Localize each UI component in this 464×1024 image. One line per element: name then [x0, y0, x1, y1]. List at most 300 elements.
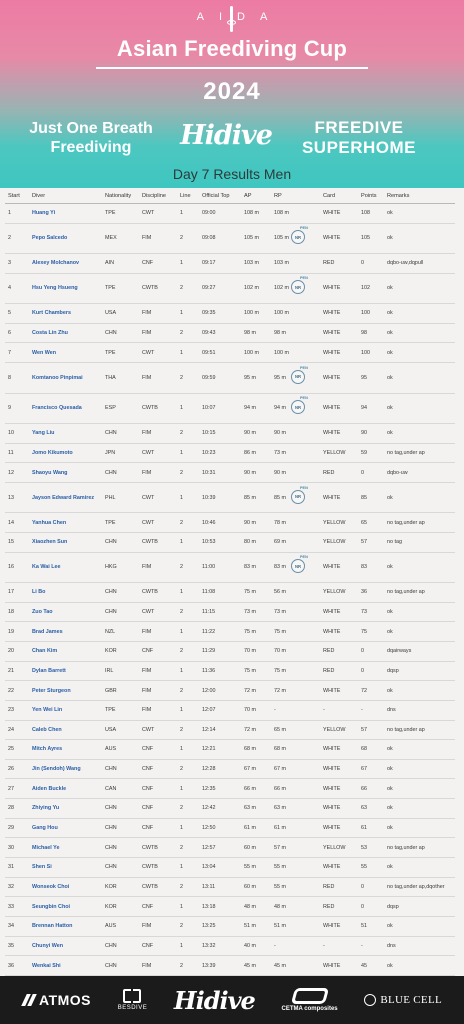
cell-diver [32, 235, 105, 241]
cell-points-text: 68 [361, 746, 367, 753]
cell-diver-text: Kurt Chambers [32, 310, 71, 317]
table-row [5, 444, 455, 464]
cell-line-text: 2 [180, 844, 183, 851]
cell-nationality [105, 766, 142, 772]
table-row [5, 642, 455, 662]
cell-points [361, 746, 387, 752]
cell-ap-text: 73 m [244, 608, 256, 615]
cell-remarks-text: dqbo-uw [387, 469, 408, 476]
cell-official-top-text: 09:27 [202, 285, 216, 292]
cell-rp-text: 61 m [274, 825, 286, 832]
cell-diver [32, 564, 105, 570]
cell-diver [32, 310, 105, 316]
cell-card-text: YELLOW [323, 726, 346, 733]
cell-ap [244, 805, 274, 811]
cell-card [323, 904, 361, 910]
cell-discipline-text: CNF [142, 825, 154, 832]
cell-diver-text: Brad James [32, 628, 63, 635]
cell-line [180, 450, 202, 456]
cell-ap [244, 609, 274, 615]
pen-label: PEN [300, 226, 308, 231]
cell-start [5, 375, 32, 381]
cell-remarks-text: ok [387, 608, 393, 615]
cell-remarks-text: no tag,under ap,dqother [387, 883, 445, 890]
cell-official-top-text: 09:17 [202, 260, 216, 267]
cell-remarks-text: dqsp [387, 903, 399, 910]
cell-rp-text: 56 m [274, 589, 286, 596]
cell-rp-text: 75 m [274, 667, 286, 674]
cell-nationality-text: CHN [105, 330, 117, 337]
cell-ap-text: 70 m [244, 648, 256, 655]
cell-points [361, 825, 387, 831]
cell-nationality [105, 450, 142, 456]
cell-ap [244, 668, 274, 674]
cell-points-text: 94 [361, 405, 367, 412]
cell-remarks-text: ok [387, 374, 393, 381]
cell-remarks [387, 430, 455, 436]
cell-diver [32, 766, 105, 772]
cell-diver-text: Shen Si [32, 864, 52, 871]
cell-nationality-text: TPE [105, 349, 116, 356]
cell-remarks [387, 766, 455, 772]
cell-start-text: 17 [8, 589, 14, 596]
cell-rp [274, 539, 323, 545]
cell-points-text: 73 [361, 608, 367, 615]
cell-rp-text: 72 m [274, 687, 286, 694]
cell-card [323, 470, 361, 476]
cell-nationality-text: HKG [105, 564, 117, 571]
cell-nationality [105, 727, 142, 733]
sponsor-left-line1: Just One Breath [29, 120, 153, 137]
cell-nationality-text: CHN [105, 589, 117, 596]
cell-points-text: 57 [361, 539, 367, 546]
table-row [5, 363, 455, 393]
cell-card-text: WHITE [323, 628, 341, 635]
cell-ap-text: 80 m [244, 539, 256, 546]
cell-remarks [387, 405, 455, 411]
cell-start-text: 26 [8, 766, 14, 773]
cell-ap [244, 564, 274, 570]
cell-card [323, 746, 361, 752]
table-row [5, 204, 455, 224]
cell-ap [244, 746, 274, 752]
table-row [5, 603, 455, 623]
cell-rp-text: 66 m [274, 785, 286, 792]
cell-official-top-text: 11:29 [202, 648, 216, 655]
cell-card [323, 310, 361, 316]
cell-line [180, 350, 202, 356]
cell-diver [32, 688, 105, 694]
cell-diver-text: Wonseok Choi [32, 883, 70, 890]
table-row [5, 897, 455, 917]
cell-nationality [105, 805, 142, 811]
hidive-logo: Hidive [173, 985, 255, 1015]
cell-official-top [202, 707, 244, 713]
cetma-text: CETMA composites [281, 1006, 338, 1012]
cell-points-text: 51 [361, 923, 367, 930]
cell-nationality [105, 825, 142, 831]
besdive-text: BESDIVE [117, 1005, 148, 1011]
cell-discipline [142, 629, 180, 635]
besdive-mark-icon [123, 989, 141, 1003]
cell-line-text: 1 [180, 785, 183, 792]
cell-points [361, 707, 387, 713]
cell-start [5, 539, 32, 545]
cell-rp [274, 365, 323, 381]
cell-discipline-text: FIM [142, 310, 152, 317]
cell-rp-text: 90 m [274, 469, 286, 476]
cell-start-text: 24 [8, 726, 14, 733]
cell-line-text: 2 [180, 235, 183, 242]
cell-remarks [387, 310, 455, 316]
cell-rp [274, 668, 323, 674]
cell-line [180, 668, 202, 674]
cell-discipline [142, 430, 180, 436]
cell-remarks-text: ok [387, 405, 393, 412]
cell-nationality-text: CHN [105, 539, 117, 546]
cell-points-text: 100 [361, 310, 370, 317]
cell-card [323, 350, 361, 356]
footer-sponsors [0, 976, 464, 1024]
cell-official-top [202, 609, 244, 615]
cell-card-text: WHITE [323, 766, 341, 773]
cell-card [323, 285, 361, 291]
cell-card-text: WHITE [323, 210, 341, 217]
cell-start [5, 210, 32, 216]
cell-line [180, 520, 202, 526]
table-row [5, 343, 455, 363]
cell-official-top-text: 12:35 [202, 785, 216, 792]
cell-ap [244, 350, 274, 356]
cell-nationality [105, 564, 142, 570]
cell-official-top [202, 904, 244, 910]
cell-ap-text: 100 m [244, 310, 259, 317]
table-row [5, 779, 455, 799]
cell-official-top [202, 589, 244, 595]
table-row [5, 819, 455, 839]
cell-ap-text: 72 m [244, 687, 256, 694]
cell-line [180, 375, 202, 381]
cell-nationality [105, 923, 142, 929]
cell-official-top [202, 786, 244, 792]
cell-official-top [202, 450, 244, 456]
cell-line-text: 1 [180, 494, 183, 501]
cell-diver-text: Peter Sturgeon [32, 687, 71, 694]
cell-remarks-text: no tag,under ap [387, 589, 425, 596]
cell-remarks-text: no tag,under ap [387, 844, 425, 851]
cell-remarks [387, 786, 455, 792]
cell-start-text: 27 [8, 785, 14, 792]
cell-start [5, 235, 32, 241]
cell-line-text: 1 [180, 825, 183, 832]
cell-ap [244, 589, 274, 595]
cell-rp [274, 943, 323, 949]
cell-ap-text: 60 m [244, 844, 256, 851]
cell-start-text: 23 [8, 707, 14, 714]
cell-start [5, 766, 32, 772]
cell-card-text: WHITE [323, 825, 341, 832]
cell-line-text: 1 [180, 260, 183, 267]
cell-discipline-text: CWTB [142, 864, 158, 871]
cell-diver [32, 430, 105, 436]
cell-rp-text: - [274, 942, 276, 949]
cell-line [180, 470, 202, 476]
cell-ap-text: 95 m [244, 374, 256, 381]
cell-nationality-text: TPE [105, 285, 116, 292]
header-ap: AP [244, 192, 252, 199]
cell-start-text: 8 [8, 374, 11, 381]
cell-diver [32, 589, 105, 595]
cell-line [180, 845, 202, 851]
cell-nationality [105, 668, 142, 674]
cell-discipline [142, 923, 180, 929]
cell-start-text: 34 [8, 923, 14, 930]
cell-discipline [142, 668, 180, 674]
cell-start-text: 19 [8, 628, 14, 635]
cell-points-text: 102 [361, 285, 370, 292]
cell-line-text: 1 [180, 405, 183, 412]
cell-nationality [105, 688, 142, 694]
cell-rp-text: 90 m [274, 430, 286, 437]
cell-official-top-text: 10:23 [202, 449, 216, 456]
cell-start-text: 28 [8, 805, 14, 812]
cell-start-text: 35 [8, 942, 14, 949]
cell-start-text: 10 [8, 430, 14, 437]
cell-discipline-text: CWTB [142, 589, 158, 596]
cell-discipline [142, 746, 180, 752]
cell-points-text: 53 [361, 844, 367, 851]
cell-points-text: 0 [361, 883, 364, 890]
cell-official-top [202, 260, 244, 266]
cetma-mark-icon [290, 988, 328, 1004]
cell-discipline-text: CNF [142, 260, 154, 267]
cell-diver [32, 825, 105, 831]
cell-remarks-text: ok [387, 864, 393, 871]
cell-card [323, 210, 361, 216]
cell-line-text: 2 [180, 519, 183, 526]
cell-rp-text: 102 m [274, 285, 289, 292]
atmos-mark-icon [22, 994, 36, 1006]
cell-line-text: 1 [180, 310, 183, 317]
cell-ap [244, 845, 274, 851]
cell-discipline-text: FIM [142, 962, 152, 969]
cell-official-top [202, 470, 244, 476]
cell-card-text: WHITE [323, 805, 341, 812]
cell-official-top-text: 11:00 [202, 564, 216, 571]
cell-points [361, 884, 387, 890]
cell-card-text: WHITE [323, 349, 341, 356]
cell-ap [244, 923, 274, 929]
cell-ap-text: 61 m [244, 825, 256, 832]
header-nationality: Nationality [105, 192, 132, 199]
cell-ap [244, 629, 274, 635]
cell-nationality-text: CHN [105, 962, 117, 969]
cell-diver [32, 609, 105, 615]
cell-remarks-text: dqairways [387, 648, 412, 655]
cell-remarks [387, 495, 455, 501]
cell-rp [274, 310, 323, 316]
cell-ap-text: 90 m [244, 430, 256, 437]
cell-line [180, 746, 202, 752]
cell-nationality [105, 520, 142, 526]
cell-line-text: 1 [180, 349, 183, 356]
national-record-badge: NR [291, 370, 305, 384]
cell-points-text: 36 [361, 589, 367, 596]
cell-line [180, 727, 202, 733]
cell-card-text: WHITE [323, 494, 341, 501]
cell-ap [244, 285, 274, 291]
cell-start [5, 727, 32, 733]
cell-remarks [387, 450, 455, 456]
cell-discipline-text: CNF [142, 766, 154, 773]
cell-nationality-text: ESP [105, 405, 116, 412]
cell-discipline-text: FIM [142, 430, 152, 437]
cell-ap-text: 75 m [244, 667, 256, 674]
cell-points-text: 95 [361, 374, 367, 381]
cell-official-top [202, 688, 244, 694]
cell-remarks-text: ok [387, 628, 393, 635]
cell-ap-text: 85 m [244, 494, 256, 501]
cell-line-text: 1 [180, 864, 183, 871]
cell-points-text: - [361, 942, 363, 949]
cell-card-text: WHITE [323, 430, 341, 437]
cell-points [361, 450, 387, 456]
cell-nationality-text: CHN [105, 805, 117, 812]
cell-ap [244, 786, 274, 792]
cell-start [5, 589, 32, 595]
cell-rp-text: 57 m [274, 844, 286, 851]
cell-discipline-text: CWT [142, 519, 155, 526]
cell-card [323, 430, 361, 436]
aida-logo: AIDA [196, 11, 283, 23]
cell-line [180, 707, 202, 713]
cell-nationality-text: AIN [105, 260, 114, 267]
cell-start [5, 350, 32, 356]
cell-diver-text: Chunyi Wen [32, 942, 64, 949]
cell-points [361, 963, 387, 969]
cell-remarks-text: ok [387, 825, 393, 832]
cell-official-top-text: 10:53 [202, 539, 216, 546]
cell-line [180, 589, 202, 595]
cell-diver-text: Ka Wai Lee [32, 564, 61, 571]
cell-diver [32, 943, 105, 949]
cell-official-top [202, 864, 244, 870]
cell-rp [274, 350, 323, 356]
cell-official-top-text: 09:43 [202, 330, 216, 337]
header-banner [0, 0, 464, 188]
table-row [5, 956, 455, 976]
cell-card [323, 564, 361, 570]
cell-start [5, 405, 32, 411]
cell-remarks [387, 210, 455, 216]
cell-remarks [387, 564, 455, 570]
cell-rp [274, 629, 323, 635]
national-record-badge: NR [291, 490, 305, 504]
cell-rp [274, 210, 323, 216]
cell-rp-text: 69 m [274, 539, 286, 546]
table-row [5, 701, 455, 721]
cell-card-text: RED [323, 469, 335, 476]
cell-ap-text: 51 m [244, 923, 256, 930]
cell-discipline-text: CWTB [142, 844, 158, 851]
cell-diver [32, 450, 105, 456]
cell-points [361, 470, 387, 476]
cell-diver-text: Aiden Buckle [32, 785, 67, 792]
cell-rp [274, 226, 323, 242]
cell-rp [274, 707, 323, 713]
cell-rp [274, 864, 323, 870]
cell-official-top [202, 727, 244, 733]
cell-points-text: 90 [361, 430, 367, 437]
cell-line-text: 2 [180, 564, 183, 571]
cell-discipline [142, 520, 180, 526]
cell-points [361, 539, 387, 545]
cell-discipline [142, 943, 180, 949]
cell-card-text: WHITE [323, 310, 341, 317]
cell-card [323, 609, 361, 615]
cell-official-top-text: 11:08 [202, 589, 216, 596]
cell-line [180, 260, 202, 266]
cell-ap [244, 963, 274, 969]
table-row [5, 424, 455, 444]
cell-official-top-text: 13:18 [202, 903, 216, 910]
table-row [5, 324, 455, 344]
cell-nationality [105, 609, 142, 615]
cell-rp [274, 805, 323, 811]
cell-ap-text: 90 m [244, 519, 256, 526]
cell-ap-text: 83 m [244, 564, 256, 571]
cell-rp-text: 68 m [274, 746, 286, 753]
cell-rp [274, 766, 323, 772]
cell-line [180, 884, 202, 890]
cell-card-text: YELLOW [323, 539, 346, 546]
cell-rp-text: 103 m [274, 260, 289, 267]
header-diver: Diver [32, 192, 46, 199]
table-row [5, 937, 455, 957]
cell-start-text: 33 [8, 903, 14, 910]
cell-nationality-text: CHN [105, 942, 117, 949]
cell-diver [32, 648, 105, 654]
cell-card [323, 805, 361, 811]
cell-discipline-text: CNF [142, 785, 154, 792]
cell-remarks-text: ok [387, 766, 393, 773]
cell-diver-text: Wen Wen [32, 349, 57, 356]
cell-discipline [142, 727, 180, 733]
cell-rp-text: 51 m [274, 923, 286, 930]
cell-discipline-text: CWT [142, 210, 155, 217]
cell-discipline [142, 884, 180, 890]
cell-nationality [105, 405, 142, 411]
cell-discipline [142, 564, 180, 570]
cell-points [361, 766, 387, 772]
cell-points-text: - [361, 707, 363, 714]
cell-remarks-text: no tag [387, 539, 402, 546]
cell-start-text: 1 [8, 210, 11, 217]
cell-points-text: 0 [361, 903, 364, 910]
cell-diver-text: Li Bo [32, 589, 46, 596]
cell-discipline [142, 904, 180, 910]
cell-diver [32, 210, 105, 216]
cell-diver-text: Jayson Edward Ramirez [32, 494, 95, 501]
cell-official-top-text: 11:36 [202, 667, 216, 674]
cell-points [361, 589, 387, 595]
sponsor-freedive-superhome [284, 118, 434, 158]
cell-start [5, 805, 32, 811]
cell-start [5, 629, 32, 635]
cell-start-text: 29 [8, 825, 14, 832]
cell-line [180, 430, 202, 436]
cell-ap [244, 884, 274, 890]
